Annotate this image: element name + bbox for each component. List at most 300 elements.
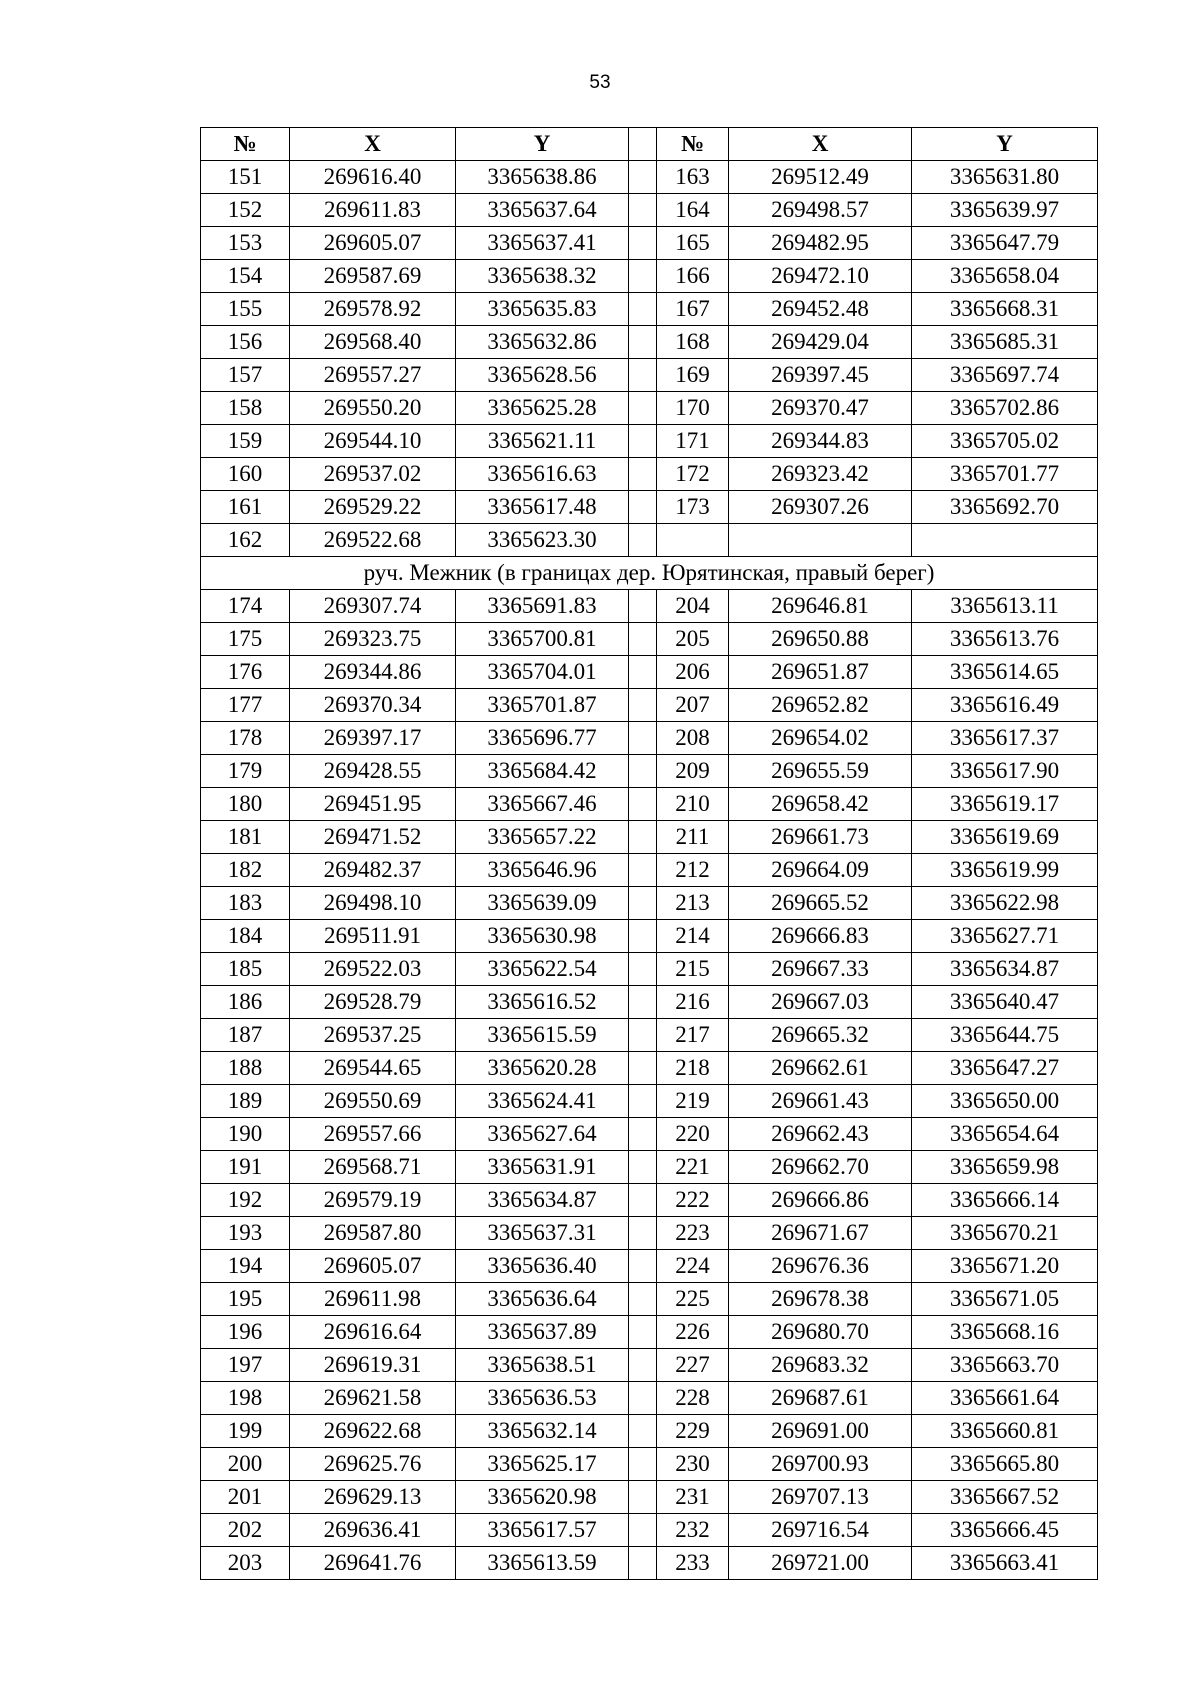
left-x-coordinate: 269537.25 <box>290 1019 456 1052</box>
left-x-coordinate: 269344.86 <box>290 656 456 689</box>
left-y-coordinate: 3365639.09 <box>456 887 629 920</box>
left-y-coordinate: 3365620.28 <box>456 1052 629 1085</box>
right-point-number: 228 <box>657 1382 729 1415</box>
left-point-number: 187 <box>201 1019 290 1052</box>
table-row <box>201 953 1098 986</box>
separator-cell <box>629 590 657 623</box>
left-y-coordinate: 3365638.32 <box>456 260 629 293</box>
right-y-coordinate: 3365617.90 <box>912 755 1098 788</box>
separator-cell <box>629 194 657 227</box>
right-point-number: 232 <box>657 1514 729 1547</box>
separator-cell <box>629 260 657 293</box>
left-point-number: 182 <box>201 854 290 887</box>
right-point-number: 208 <box>657 722 729 755</box>
right-y-coordinate: 3365613.76 <box>912 623 1098 656</box>
right-point-number <box>657 524 729 557</box>
right-point-number: 163 <box>657 161 729 194</box>
right-x-coordinate: 269665.52 <box>729 887 912 920</box>
right-y-coordinate: 3365613.11 <box>912 590 1098 623</box>
left-y-coordinate: 3365636.53 <box>456 1382 629 1415</box>
table-row <box>201 1118 1098 1151</box>
header-y-right: Y <box>912 128 1098 161</box>
right-y-coordinate: 3365616.49 <box>912 689 1098 722</box>
left-y-coordinate: 3365616.63 <box>456 458 629 491</box>
right-x-coordinate: 269680.70 <box>729 1316 912 1349</box>
right-x-coordinate: 269323.42 <box>729 458 912 491</box>
left-point-number: 198 <box>201 1382 290 1415</box>
left-x-coordinate: 269528.79 <box>290 986 456 1019</box>
right-x-coordinate: 269667.33 <box>729 953 912 986</box>
left-point-number: 159 <box>201 425 290 458</box>
left-y-coordinate: 3365667.46 <box>456 788 629 821</box>
table-row <box>201 920 1098 953</box>
left-y-coordinate: 3365635.83 <box>456 293 629 326</box>
left-point-number: 158 <box>201 392 290 425</box>
left-x-coordinate: 269587.69 <box>290 260 456 293</box>
left-y-coordinate: 3365637.89 <box>456 1316 629 1349</box>
left-y-coordinate: 3365634.87 <box>456 1184 629 1217</box>
left-x-coordinate: 269625.76 <box>290 1448 456 1481</box>
separator-cell <box>629 392 657 425</box>
header-row <box>201 128 1098 161</box>
left-y-coordinate: 3365632.14 <box>456 1415 629 1448</box>
separator-cell <box>629 1514 657 1547</box>
left-point-number: 186 <box>201 986 290 1019</box>
right-y-coordinate: 3365644.75 <box>912 1019 1098 1052</box>
left-y-coordinate: 3365684.42 <box>456 755 629 788</box>
separator-cell <box>629 1052 657 1085</box>
separator-cell <box>629 722 657 755</box>
right-x-coordinate: 269700.93 <box>729 1448 912 1481</box>
right-x-coordinate: 269676.36 <box>729 1250 912 1283</box>
table-row <box>201 1217 1098 1250</box>
separator-cell <box>629 689 657 722</box>
right-y-coordinate: 3365659.98 <box>912 1151 1098 1184</box>
right-x-coordinate: 269655.59 <box>729 755 912 788</box>
table-row <box>201 821 1098 854</box>
table-row <box>201 1283 1098 1316</box>
left-point-number: 190 <box>201 1118 290 1151</box>
separator-cell <box>629 1283 657 1316</box>
right-point-number: 217 <box>657 1019 729 1052</box>
right-point-number: 215 <box>657 953 729 986</box>
right-y-coordinate: 3365614.65 <box>912 656 1098 689</box>
coordinates-table <box>200 127 1098 1580</box>
right-x-coordinate: 269429.04 <box>729 326 912 359</box>
separator-cell <box>629 425 657 458</box>
right-x-coordinate: 269662.70 <box>729 1151 912 1184</box>
table-row <box>201 1184 1098 1217</box>
left-x-coordinate: 269616.40 <box>290 161 456 194</box>
right-point-number: 219 <box>657 1085 729 1118</box>
right-point-number: 229 <box>657 1415 729 1448</box>
left-y-coordinate: 3365631.91 <box>456 1151 629 1184</box>
left-x-coordinate: 269370.34 <box>290 689 456 722</box>
left-x-coordinate: 269544.10 <box>290 425 456 458</box>
right-y-coordinate: 3365639.97 <box>912 194 1098 227</box>
separator-cell <box>629 821 657 854</box>
left-point-number: 197 <box>201 1349 290 1382</box>
left-point-number: 177 <box>201 689 290 722</box>
left-y-coordinate: 3365701.87 <box>456 689 629 722</box>
table-row <box>201 656 1098 689</box>
left-x-coordinate: 269587.80 <box>290 1217 456 1250</box>
left-x-coordinate: 269621.58 <box>290 1382 456 1415</box>
right-x-coordinate: 269661.73 <box>729 821 912 854</box>
header-y-left: Y <box>456 128 629 161</box>
right-x-coordinate: 269652.82 <box>729 689 912 722</box>
left-x-coordinate: 269619.31 <box>290 1349 456 1382</box>
right-point-number: 204 <box>657 590 729 623</box>
right-y-coordinate: 3365671.20 <box>912 1250 1098 1283</box>
left-y-coordinate: 3365615.59 <box>456 1019 629 1052</box>
left-point-number: 174 <box>201 590 290 623</box>
separator-cell <box>629 524 657 557</box>
table-row <box>201 854 1098 887</box>
right-x-coordinate: 269482.95 <box>729 227 912 260</box>
table-row <box>201 1382 1098 1415</box>
table-row <box>201 1349 1098 1382</box>
separator-cell <box>629 953 657 986</box>
right-point-number: 169 <box>657 359 729 392</box>
table-row <box>201 1250 1098 1283</box>
right-point-number: 167 <box>657 293 729 326</box>
table-row <box>201 491 1098 524</box>
table-row <box>201 1481 1098 1514</box>
table-row <box>201 194 1098 227</box>
right-x-coordinate: 269707.13 <box>729 1481 912 1514</box>
right-point-number: 213 <box>657 887 729 920</box>
right-y-coordinate: 3365702.86 <box>912 392 1098 425</box>
right-x-coordinate: 269683.32 <box>729 1349 912 1382</box>
right-point-number: 165 <box>657 227 729 260</box>
left-x-coordinate: 269579.19 <box>290 1184 456 1217</box>
right-y-coordinate: 3365697.74 <box>912 359 1098 392</box>
right-point-number: 173 <box>657 491 729 524</box>
table-row <box>201 788 1098 821</box>
separator-cell <box>629 920 657 953</box>
left-y-coordinate: 3365637.31 <box>456 1217 629 1250</box>
right-y-coordinate: 3365705.02 <box>912 425 1098 458</box>
separator-cell <box>629 458 657 491</box>
separator-cell <box>629 1151 657 1184</box>
right-x-coordinate: 269650.88 <box>729 623 912 656</box>
right-x-coordinate: 269472.10 <box>729 260 912 293</box>
left-point-number: 185 <box>201 953 290 986</box>
left-point-number: 175 <box>201 623 290 656</box>
right-x-coordinate: 269666.83 <box>729 920 912 953</box>
left-x-coordinate: 269498.10 <box>290 887 456 920</box>
right-y-coordinate: 3365666.45 <box>912 1514 1098 1547</box>
separator-cell <box>629 359 657 392</box>
table-row <box>201 458 1098 491</box>
block2-body <box>201 590 1098 1580</box>
left-x-coordinate: 269568.71 <box>290 1151 456 1184</box>
left-x-coordinate: 269529.22 <box>290 491 456 524</box>
table-row <box>201 590 1098 623</box>
left-y-coordinate: 3365657.22 <box>456 821 629 854</box>
table-row <box>201 524 1098 557</box>
table-row <box>201 1415 1098 1448</box>
left-x-coordinate: 269629.13 <box>290 1481 456 1514</box>
left-point-number: 184 <box>201 920 290 953</box>
table-row <box>201 161 1098 194</box>
left-point-number: 189 <box>201 1085 290 1118</box>
right-point-number: 205 <box>657 623 729 656</box>
right-y-coordinate: 3365647.79 <box>912 227 1098 260</box>
left-point-number: 160 <box>201 458 290 491</box>
table-row <box>201 1514 1098 1547</box>
separator-cell <box>629 1547 657 1580</box>
left-x-coordinate: 269616.64 <box>290 1316 456 1349</box>
right-point-number: 171 <box>657 425 729 458</box>
table-row <box>201 260 1098 293</box>
right-point-number: 226 <box>657 1316 729 1349</box>
separator-cell <box>629 1085 657 1118</box>
left-y-coordinate: 3365691.83 <box>456 590 629 623</box>
left-y-coordinate: 3365704.01 <box>456 656 629 689</box>
right-x-coordinate: 269664.09 <box>729 854 912 887</box>
table-row <box>201 722 1098 755</box>
left-y-coordinate: 3365700.81 <box>456 623 629 656</box>
left-y-coordinate: 3365630.98 <box>456 920 629 953</box>
left-x-coordinate: 269636.41 <box>290 1514 456 1547</box>
section-row <box>201 557 1098 590</box>
left-point-number: 178 <box>201 722 290 755</box>
table-row <box>201 1151 1098 1184</box>
right-point-number: 230 <box>657 1448 729 1481</box>
left-y-coordinate: 3365628.56 <box>456 359 629 392</box>
left-y-coordinate: 3365637.64 <box>456 194 629 227</box>
page-number: 53 <box>589 72 611 93</box>
right-point-number: 223 <box>657 1217 729 1250</box>
left-point-number: 181 <box>201 821 290 854</box>
separator-cell <box>629 1019 657 1052</box>
right-y-coordinate: 3365650.00 <box>912 1085 1098 1118</box>
right-y-coordinate <box>912 524 1098 557</box>
separator-cell <box>629 1415 657 1448</box>
right-x-coordinate: 269512.49 <box>729 161 912 194</box>
left-y-coordinate: 3365622.54 <box>456 953 629 986</box>
left-x-coordinate: 269578.92 <box>290 293 456 326</box>
table-row <box>201 755 1098 788</box>
header-num-left: № <box>201 128 290 161</box>
left-x-coordinate: 269482.37 <box>290 854 456 887</box>
left-x-coordinate: 269605.07 <box>290 227 456 260</box>
right-point-number: 166 <box>657 260 729 293</box>
right-x-coordinate: 269452.48 <box>729 293 912 326</box>
separator-cell <box>629 227 657 260</box>
table-row <box>201 1085 1098 1118</box>
right-point-number: 214 <box>657 920 729 953</box>
left-y-coordinate: 3365620.98 <box>456 1481 629 1514</box>
right-y-coordinate: 3365663.70 <box>912 1349 1098 1382</box>
right-y-coordinate: 3365634.87 <box>912 953 1098 986</box>
left-y-coordinate: 3365624.41 <box>456 1085 629 1118</box>
right-y-coordinate: 3365692.70 <box>912 491 1098 524</box>
left-x-coordinate: 269522.68 <box>290 524 456 557</box>
right-x-coordinate: 269654.02 <box>729 722 912 755</box>
right-x-coordinate: 269651.87 <box>729 656 912 689</box>
right-point-number: 164 <box>657 194 729 227</box>
right-point-number: 225 <box>657 1283 729 1316</box>
left-point-number: 151 <box>201 161 290 194</box>
left-y-coordinate: 3365638.51 <box>456 1349 629 1382</box>
separator-cell <box>629 326 657 359</box>
left-y-coordinate: 3365646.96 <box>456 854 629 887</box>
right-point-number: 233 <box>657 1547 729 1580</box>
left-x-coordinate: 269611.83 <box>290 194 456 227</box>
left-x-coordinate: 269557.27 <box>290 359 456 392</box>
right-point-number: 212 <box>657 854 729 887</box>
left-point-number: 161 <box>201 491 290 524</box>
right-x-coordinate: 269370.47 <box>729 392 912 425</box>
right-point-number: 206 <box>657 656 729 689</box>
separator-cell <box>629 1184 657 1217</box>
left-y-coordinate: 3365627.64 <box>456 1118 629 1151</box>
left-point-number: 162 <box>201 524 290 557</box>
left-x-coordinate: 269307.74 <box>290 590 456 623</box>
right-y-coordinate: 3365667.52 <box>912 1481 1098 1514</box>
left-x-coordinate: 269550.69 <box>290 1085 456 1118</box>
right-point-number: 222 <box>657 1184 729 1217</box>
left-point-number: 199 <box>201 1415 290 1448</box>
separator-cell <box>629 491 657 524</box>
left-point-number: 194 <box>201 1250 290 1283</box>
left-point-number: 153 <box>201 227 290 260</box>
right-y-coordinate: 3365663.41 <box>912 1547 1098 1580</box>
left-y-coordinate: 3365636.40 <box>456 1250 629 1283</box>
header-x-left: X <box>290 128 456 161</box>
left-x-coordinate: 269557.66 <box>290 1118 456 1151</box>
right-x-coordinate: 269665.32 <box>729 1019 912 1052</box>
left-point-number: 192 <box>201 1184 290 1217</box>
left-x-coordinate: 269641.76 <box>290 1547 456 1580</box>
section-body <box>201 557 1098 590</box>
left-point-number: 157 <box>201 359 290 392</box>
right-y-coordinate: 3365627.71 <box>912 920 1098 953</box>
right-y-coordinate: 3365654.64 <box>912 1118 1098 1151</box>
left-y-coordinate: 3365625.17 <box>456 1448 629 1481</box>
left-x-coordinate: 269323.75 <box>290 623 456 656</box>
left-x-coordinate: 269522.03 <box>290 953 456 986</box>
table-row <box>201 1448 1098 1481</box>
left-x-coordinate: 269568.40 <box>290 326 456 359</box>
header-num-right: № <box>657 128 729 161</box>
table-row <box>201 1547 1098 1580</box>
right-y-coordinate: 3365619.99 <box>912 854 1098 887</box>
right-point-number: 224 <box>657 1250 729 1283</box>
left-x-coordinate: 269544.65 <box>290 1052 456 1085</box>
right-x-coordinate <box>729 524 912 557</box>
separator-cell <box>629 854 657 887</box>
separator-cell <box>629 1349 657 1382</box>
right-point-number: 227 <box>657 1349 729 1382</box>
right-x-coordinate: 269344.83 <box>729 425 912 458</box>
separator-cell <box>629 1316 657 1349</box>
right-y-coordinate: 3365668.16 <box>912 1316 1098 1349</box>
separator-cell <box>629 1448 657 1481</box>
right-y-coordinate: 3365701.77 <box>912 458 1098 491</box>
right-point-number: 207 <box>657 689 729 722</box>
separator-cell <box>629 1382 657 1415</box>
right-x-coordinate: 269662.61 <box>729 1052 912 1085</box>
left-y-coordinate: 3365636.64 <box>456 1283 629 1316</box>
left-point-number: 195 <box>201 1283 290 1316</box>
right-y-coordinate: 3365640.47 <box>912 986 1098 1019</box>
right-x-coordinate: 269666.86 <box>729 1184 912 1217</box>
right-point-number: 209 <box>657 755 729 788</box>
separator-cell <box>629 293 657 326</box>
left-point-number: 188 <box>201 1052 290 1085</box>
left-point-number: 155 <box>201 293 290 326</box>
separator-cell <box>629 1118 657 1151</box>
left-y-coordinate: 3365625.28 <box>456 392 629 425</box>
right-x-coordinate: 269667.03 <box>729 986 912 1019</box>
table-row <box>201 1316 1098 1349</box>
left-x-coordinate: 269451.95 <box>290 788 456 821</box>
right-y-coordinate: 3365647.27 <box>912 1052 1098 1085</box>
right-y-coordinate: 3365670.21 <box>912 1217 1098 1250</box>
table-row <box>201 392 1098 425</box>
left-x-coordinate: 269537.02 <box>290 458 456 491</box>
left-y-coordinate: 3365613.59 <box>456 1547 629 1580</box>
right-point-number: 231 <box>657 1481 729 1514</box>
left-y-coordinate: 3365696.77 <box>456 722 629 755</box>
right-x-coordinate: 269678.38 <box>729 1283 912 1316</box>
table-row <box>201 623 1098 656</box>
left-point-number: 203 <box>201 1547 290 1580</box>
left-y-coordinate: 3365638.86 <box>456 161 629 194</box>
right-y-coordinate: 3365671.05 <box>912 1283 1098 1316</box>
separator-cell <box>629 161 657 194</box>
left-y-coordinate: 3365621.11 <box>456 425 629 458</box>
right-y-coordinate: 3365661.64 <box>912 1382 1098 1415</box>
table-row <box>201 1019 1098 1052</box>
right-x-coordinate: 269661.43 <box>729 1085 912 1118</box>
right-x-coordinate: 269397.45 <box>729 359 912 392</box>
right-y-coordinate: 3365666.14 <box>912 1184 1098 1217</box>
right-point-number: 168 <box>657 326 729 359</box>
table-row <box>201 1052 1098 1085</box>
left-y-coordinate: 3365623.30 <box>456 524 629 557</box>
right-y-coordinate: 3365665.80 <box>912 1448 1098 1481</box>
left-x-coordinate: 269605.07 <box>290 1250 456 1283</box>
right-point-number: 210 <box>657 788 729 821</box>
separator-cell <box>629 887 657 920</box>
left-point-number: 154 <box>201 260 290 293</box>
right-point-number: 221 <box>657 1151 729 1184</box>
separator-cell <box>629 986 657 1019</box>
right-y-coordinate: 3365619.17 <box>912 788 1098 821</box>
separator-cell <box>629 1217 657 1250</box>
right-y-coordinate: 3365658.04 <box>912 260 1098 293</box>
right-x-coordinate: 269721.00 <box>729 1547 912 1580</box>
right-x-coordinate: 269687.61 <box>729 1382 912 1415</box>
left-x-coordinate: 269550.20 <box>290 392 456 425</box>
right-x-coordinate: 269691.00 <box>729 1415 912 1448</box>
left-point-number: 201 <box>201 1481 290 1514</box>
right-y-coordinate: 3365619.69 <box>912 821 1098 854</box>
right-x-coordinate: 269307.26 <box>729 491 912 524</box>
right-y-coordinate: 3365685.31 <box>912 326 1098 359</box>
right-point-number: 220 <box>657 1118 729 1151</box>
left-point-number: 200 <box>201 1448 290 1481</box>
left-point-number: 156 <box>201 326 290 359</box>
left-x-coordinate: 269428.55 <box>290 755 456 788</box>
separator-cell <box>629 656 657 689</box>
left-point-number: 183 <box>201 887 290 920</box>
